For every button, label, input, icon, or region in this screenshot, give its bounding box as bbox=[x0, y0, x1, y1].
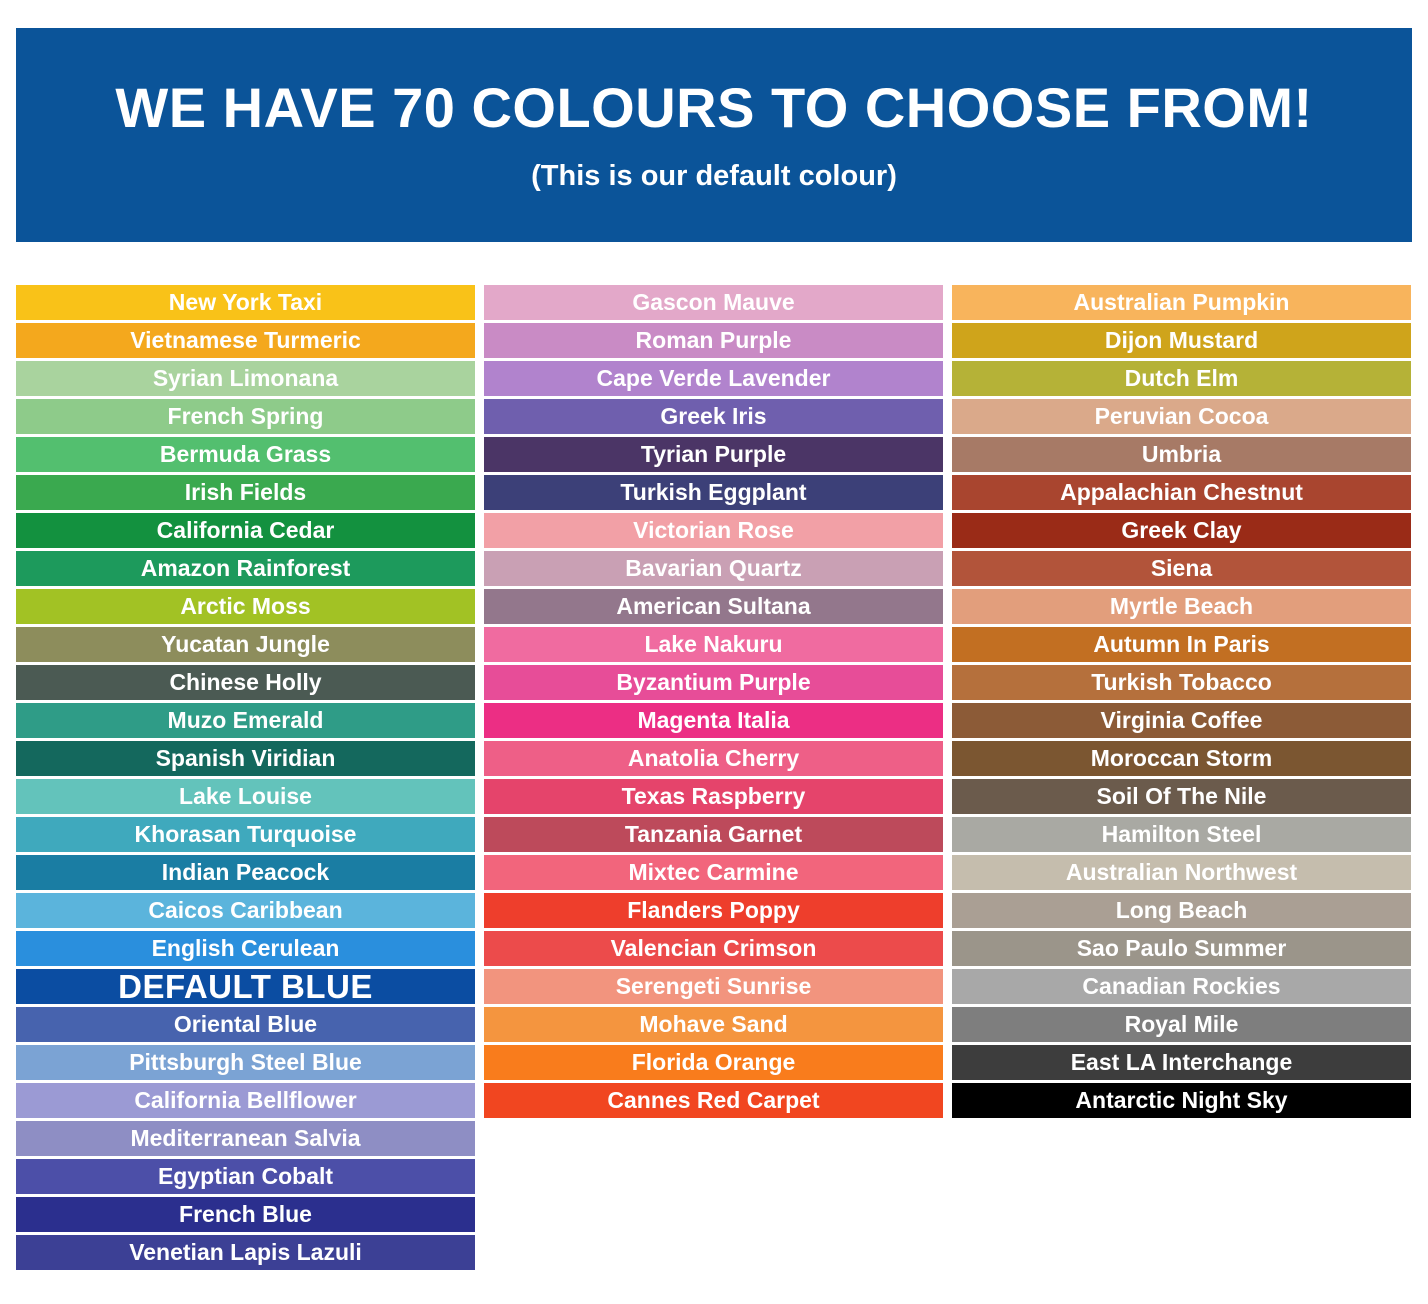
colour-swatch[interactable]: Irish Fields bbox=[16, 475, 475, 510]
colour-swatch[interactable]: Anatolia Cherry bbox=[484, 741, 943, 776]
colour-swatch[interactable]: Lake Louise bbox=[16, 779, 475, 814]
colour-swatch[interactable]: Cape Verde Lavender bbox=[484, 361, 943, 396]
colour-swatch[interactable]: Appalachian Chestnut bbox=[952, 475, 1411, 510]
colour-swatch[interactable]: Yucatan Jungle bbox=[16, 627, 475, 662]
colour-swatch[interactable]: Bavarian Quartz bbox=[484, 551, 943, 586]
colour-swatch[interactable]: Roman Purple bbox=[484, 323, 943, 358]
colour-swatch[interactable]: Hamilton Steel bbox=[952, 817, 1411, 852]
colour-swatch[interactable]: Spanish Viridian bbox=[16, 741, 475, 776]
colour-swatch[interactable]: East LA Interchange bbox=[952, 1045, 1411, 1080]
colour-swatch[interactable]: Virginia Coffee bbox=[952, 703, 1411, 738]
colour-swatch[interactable]: Sao Paulo Summer bbox=[952, 931, 1411, 966]
colour-swatch[interactable]: California Bellflower bbox=[16, 1083, 475, 1118]
colour-swatch[interactable]: Muzo Emerald bbox=[16, 703, 475, 738]
colour-swatch[interactable]: Peruvian Cocoa bbox=[952, 399, 1411, 434]
colour-swatch[interactable]: Turkish Tobacco bbox=[952, 665, 1411, 700]
colour-swatch[interactable]: Mohave Sand bbox=[484, 1007, 943, 1042]
swatch-column-1 bbox=[16, 285, 475, 1270]
colour-swatch[interactable]: French Blue bbox=[16, 1197, 475, 1232]
colour-swatch[interactable]: Dutch Elm bbox=[952, 361, 1411, 396]
colour-swatch[interactable]: Australian Northwest bbox=[952, 855, 1411, 890]
colour-swatch[interactable]: Vietnamese Turmeric bbox=[16, 323, 475, 358]
colour-swatch[interactable]: Mixtec Carmine bbox=[484, 855, 943, 890]
colour-swatch[interactable]: Flanders Poppy bbox=[484, 893, 943, 928]
colour-swatch[interactable]: Myrtle Beach bbox=[952, 589, 1411, 624]
colour-swatch[interactable]: Victorian Rose bbox=[484, 513, 943, 548]
swatch-columns bbox=[16, 285, 1412, 1270]
colour-swatch[interactable]: Oriental Blue bbox=[16, 1007, 475, 1042]
colour-swatch[interactable]: Soil Of The Nile bbox=[952, 779, 1411, 814]
colour-swatch[interactable]: Texas Raspberry bbox=[484, 779, 943, 814]
colour-swatch[interactable]: Serengeti Sunrise bbox=[484, 969, 943, 1004]
colour-swatch[interactable]: New York Taxi bbox=[16, 285, 475, 320]
colour-swatch[interactable]: Royal Mile bbox=[952, 1007, 1411, 1042]
colour-swatch[interactable]: Gascon Mauve bbox=[484, 285, 943, 320]
colour-swatch[interactable]: Syrian Limonana bbox=[16, 361, 475, 396]
colour-swatch[interactable]: Dijon Mustard bbox=[952, 323, 1411, 358]
colour-swatch[interactable]: Florida Orange bbox=[484, 1045, 943, 1080]
colour-swatch[interactable]: Lake Nakuru bbox=[484, 627, 943, 662]
colour-swatch[interactable]: Egyptian Cobalt bbox=[16, 1159, 475, 1194]
colour-swatch[interactable]: Canadian Rockies bbox=[952, 969, 1411, 1004]
colour-swatch[interactable]: Greek Iris bbox=[484, 399, 943, 434]
colour-swatch[interactable]: Tyrian Purple bbox=[484, 437, 943, 472]
swatch-column-2 bbox=[484, 285, 943, 1270]
colour-swatch[interactable]: California Cedar bbox=[16, 513, 475, 548]
colour-swatch[interactable]: Autumn In Paris bbox=[952, 627, 1411, 662]
colour-swatch[interactable]: Venetian Lapis Lazuli bbox=[16, 1235, 475, 1270]
colour-swatch[interactable]: Valencian Crimson bbox=[484, 931, 943, 966]
colour-swatch[interactable]: American Sultana bbox=[484, 589, 943, 624]
colour-swatch[interactable]: Siena bbox=[952, 551, 1411, 586]
colour-swatch[interactable]: French Spring bbox=[16, 399, 475, 434]
colour-swatch[interactable]: Bermuda Grass bbox=[16, 437, 475, 472]
colour-swatch[interactable]: Turkish Eggplant bbox=[484, 475, 943, 510]
colour-swatch[interactable]: English Cerulean bbox=[16, 931, 475, 966]
colour-swatch[interactable]: Antarctic Night Sky bbox=[952, 1083, 1411, 1118]
colour-swatch[interactable]: Cannes Red Carpet bbox=[484, 1083, 943, 1118]
colour-swatch[interactable]: Magenta Italia bbox=[484, 703, 943, 738]
colour-swatch[interactable]: DEFAULT BLUE bbox=[16, 969, 475, 1004]
swatch-column-3 bbox=[952, 285, 1411, 1270]
colour-swatch[interactable]: Tanzania Garnet bbox=[484, 817, 943, 852]
colour-swatch[interactable]: Caicos Caribbean bbox=[16, 893, 475, 928]
colour-swatch[interactable]: Indian Peacock bbox=[16, 855, 475, 890]
colour-swatch[interactable]: Greek Clay bbox=[952, 513, 1411, 548]
header-banner bbox=[16, 28, 1412, 242]
colour-swatch[interactable]: Khorasan Turquoise bbox=[16, 817, 475, 852]
colour-swatch[interactable]: Umbria bbox=[952, 437, 1411, 472]
colour-swatch[interactable]: Byzantium Purple bbox=[484, 665, 943, 700]
page-title: WE HAVE 70 COLOURS TO CHOOSE FROM! bbox=[115, 75, 1313, 139]
colour-swatch[interactable]: Arctic Moss bbox=[16, 589, 475, 624]
colour-swatch[interactable]: Chinese Holly bbox=[16, 665, 475, 700]
colour-swatch[interactable]: Mediterranean Salvia bbox=[16, 1121, 475, 1156]
colour-swatch[interactable]: Amazon Rainforest bbox=[16, 551, 475, 586]
colour-swatch[interactable]: Long Beach bbox=[952, 893, 1411, 928]
colour-swatch[interactable]: Australian Pumpkin bbox=[952, 285, 1411, 320]
colour-swatch[interactable]: Moroccan Storm bbox=[952, 741, 1411, 776]
colour-swatch[interactable]: Pittsburgh Steel Blue bbox=[16, 1045, 475, 1080]
page-subtitle: (This is our default colour) bbox=[531, 160, 897, 193]
